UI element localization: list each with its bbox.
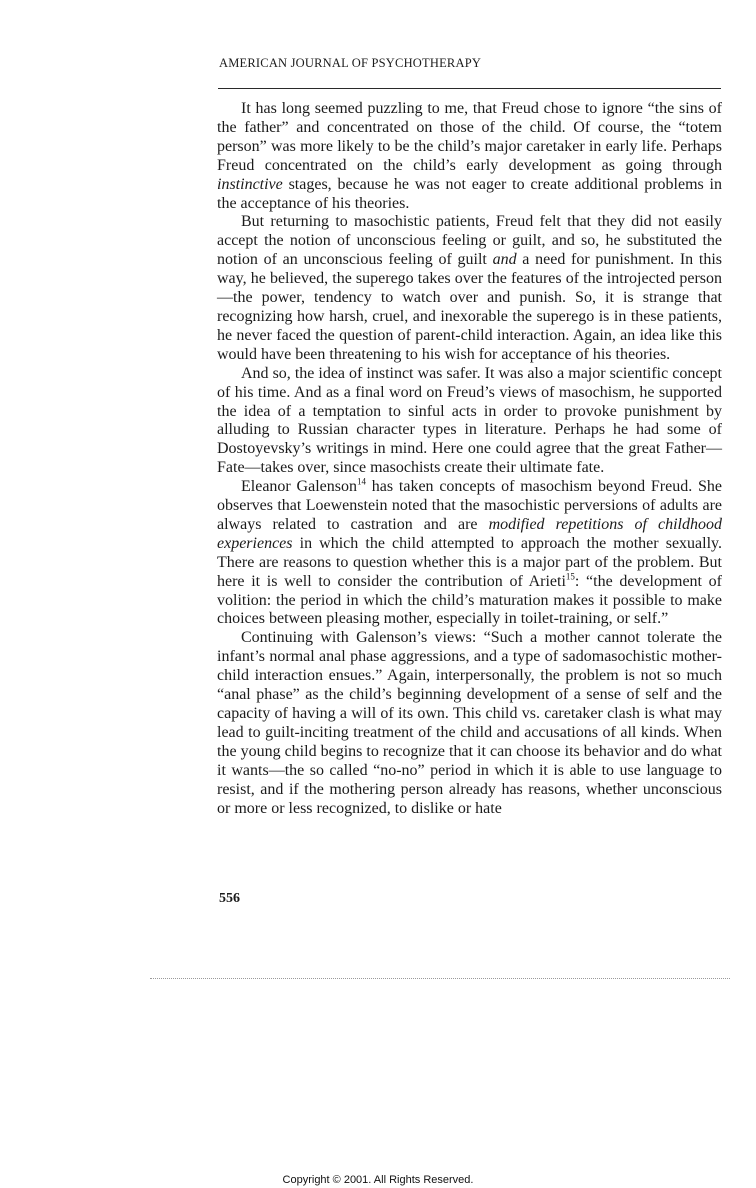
paragraph-1: It has long seemed puzzling to me, that Freud chose to ignore “the sins of the father” and concentrated on those of the child. Of course, the “totem person” was more likely to be the child’s major caretaker in early life. Perhaps Freud concentrated on the child’s early development as going through instinctive stages, because he was not eager to create additional problems in the acceptance of his theories.: [217, 100, 722, 212]
page-number: 556: [219, 891, 240, 906]
paragraph-5: Continuing with Galenson’s views: “Such a mother cannot tolerate the infant’s normal anal phase aggressions, and a type of sadomasochistic mother-child interaction ensues.” Again, interpersonally, the problem is not so much “anal phase” as the child’s beginning development of a sense of self and the capacity of having a will of its own. This child vs. caretaker clash is what may lead to guilt-inciting treatment of the child and accusations of all kinds. When the young child begins to recognize that it can choose its behavior and do what it wants—the so called “no-no” period in which it is able to use language to resist, and if the mothering person already has reasons, whether unconscious or more or less recognized, to dislike or hate: [217, 629, 722, 817]
paragraph-3: And so, the idea of instinct was safer. It was also a major scientific concept of his time. And as a final word on Freud’s views of masochism, he supported the idea of a temptation to sinful acts in order to provoke punishment by alluding to Russian character types in literature. Perhaps he had some of Dostoyevsky’s writings in mind. Here one could agree that the great Father—Fate—takes over, since masochists create their ultimate fate.: [217, 364, 722, 477]
copyright-notice: Copyright © 2001. All Rights Reserved.: [282, 1174, 474, 1186]
paragraph-2: But returning to masochistic patients, Freud felt that they did not easily accept the notion of unconscious feeling or guilt, and so, he substituted the notion of an unconscious feeling of guilt and a need for punishment. In this way, he believed, the superego takes over the features of the introjected person—the power, tendency to watch over and punish. So, it is strange that recognizing how harsh, cruel, and inexorable the superego is in these patients, he never faced the question of parent-child interaction. Again, an idea like this would have been threatening to his wish for acceptance of his theories.: [217, 213, 722, 363]
running-header: AMERICAN JOURNAL OF PSYCHOTHERAPY: [219, 56, 482, 70]
paragraph-4: Eleanor Galenson$^{14}$ has taken concepts of masochism beyond Freud. She observes that Loewenstein noted that the masochistic perversions of adults are always related to castration and are modified repetitions of childhood experiences in which the child attempted to approach the mother sexually. There are reasons to question whether this is a major part of the problem. But here it is well to consider the contribution of Arieti$^{15}$: “the development of volition: the period in which the child’s maturation makes it possible to make choices between pleasing mother, especially in toilet-training, or self.”: [217, 476, 723, 628]
header-rule: [218, 88, 721, 89]
italic-emphasis: modified repetitions of childhood experiences: [217, 515, 722, 552]
footnote-ref: 14: [356, 476, 366, 487]
footnote-ref: 15: [565, 571, 575, 582]
scan-artifact-line: [150, 978, 730, 979]
article-body: [217, 100, 722, 818]
italic-emphasis: instinctive: [217, 175, 283, 193]
italic-emphasis: and: [492, 251, 517, 269]
